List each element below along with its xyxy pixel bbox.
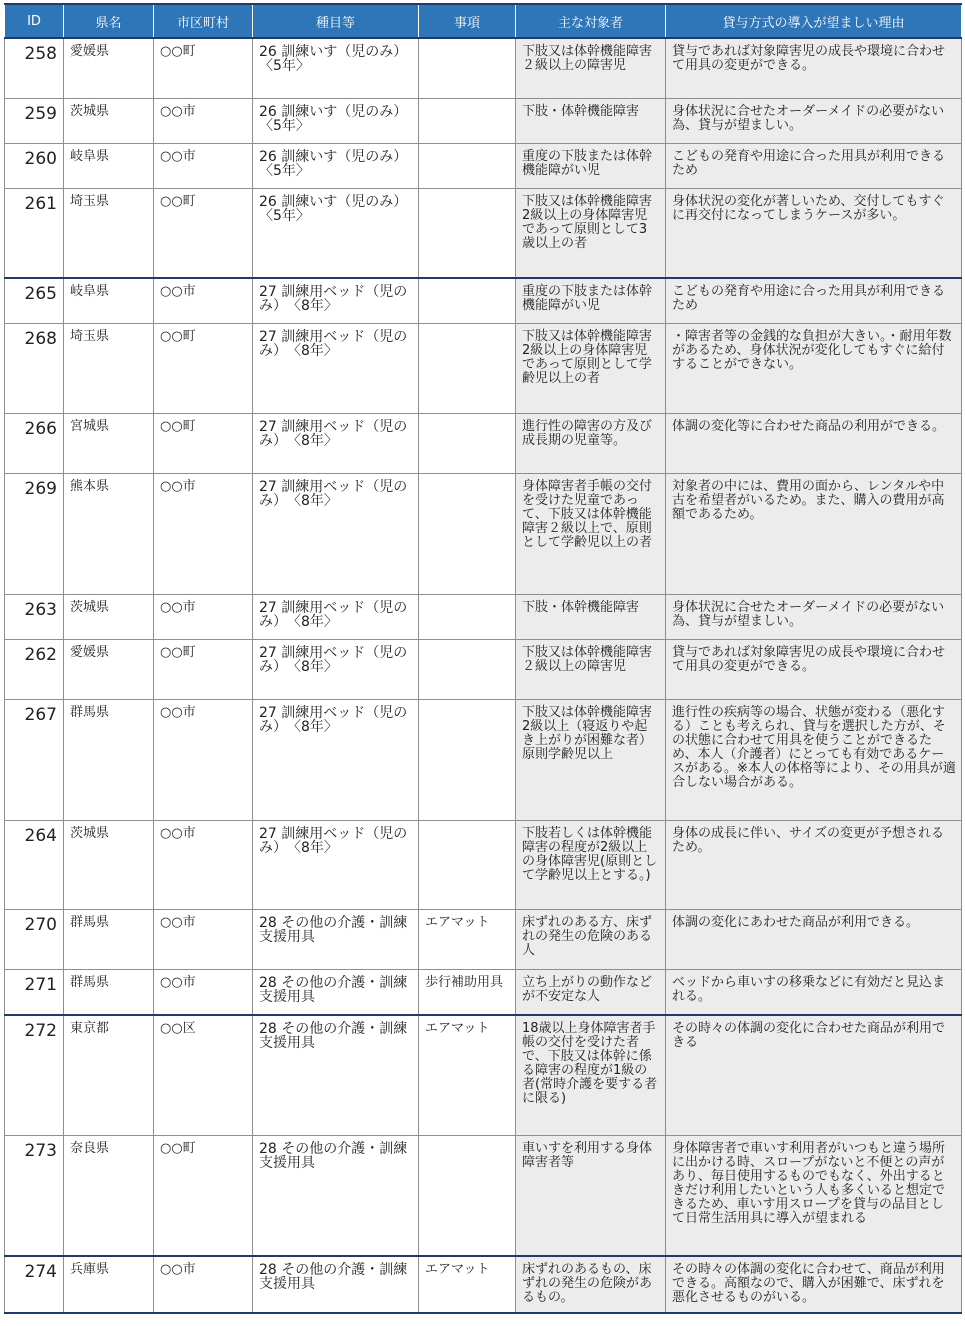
table-row	[5, 98, 962, 143]
cell-item-type: 27 訓練用ベッド（児のみ） 〈8年〉	[253, 699, 419, 820]
cell-target-users: 下肢又は体幹機能障害2級以上（寝返りや起き上がりが困難な者）原則学齢児以上	[516, 699, 666, 820]
cell-municipality: ○○市	[154, 98, 253, 143]
cell-prefecture: 群馬県	[64, 699, 154, 820]
cell-reason: 身体の成長に伴い、サイズの変更が予想されるため。	[666, 820, 962, 909]
cell-item-type: 28 その他の介護・訓練支援用具	[253, 1135, 419, 1256]
cell-matter	[419, 639, 516, 699]
table-row	[5, 143, 962, 188]
cell-municipality: ○○町	[154, 38, 253, 98]
cell-target-users: 18歳以上身体障害者手帳の交付を受けた者で、下肢又は体幹に係る障害の程度が1級の者(常時介護を要する者に限る)	[516, 1015, 666, 1135]
header-target-users: 主な対象者	[516, 4, 666, 38]
cell-item-type: 28 その他の介護・訓練支援用具	[253, 969, 419, 1015]
cell-target-users: 下肢又は体幹機能障害２級以上の障害児	[516, 38, 666, 98]
cell-id: 261	[5, 188, 64, 278]
cell-matter	[419, 278, 516, 323]
cell-matter	[419, 323, 516, 413]
cell-reason: 体調の変化等に合わせた商品の利用ができる。	[666, 413, 962, 473]
cell-matter	[419, 820, 516, 909]
table-row	[5, 1015, 962, 1135]
cell-reason: 貸与であれば対象障害児の成長や環境に合わせて用具の変更ができる。	[666, 639, 962, 699]
cell-prefecture: 愛媛県	[64, 639, 154, 699]
cell-municipality: ○○市	[154, 143, 253, 188]
cell-id: 270	[5, 909, 64, 969]
cell-reason: 進行性の疾病等の場合、状態が変わる（悪化する）ことも考えられ、貸与を選択した方が、その状態に合わせて用具を使うことができるため、本人（介護者）にとっても有効であるケースがある。※本人の体格等により、その用具が適合しない場合がある。	[666, 699, 962, 820]
cell-municipality: ○○市	[154, 820, 253, 909]
cell-reason: 身体状況に合せたオーダーメイドの必要がない為、貸与が望ましい。	[666, 594, 962, 639]
cell-matter	[419, 188, 516, 278]
cell-matter	[419, 473, 516, 594]
cell-matter: 歩行補助用具	[419, 969, 516, 1015]
cell-matter	[419, 38, 516, 98]
cell-municipality: ○○市	[154, 969, 253, 1015]
cell-municipality: ○○市	[154, 278, 253, 323]
cell-municipality: ○○市	[154, 909, 253, 969]
cell-target-users: 下肢若しくは体幹機能障害の程度が2級以上の身体障害児(原則として学齢児以上とする。)	[516, 820, 666, 909]
cell-matter	[419, 98, 516, 143]
header-matter: 事項	[419, 4, 516, 38]
cell-reason: ベッドから車いすの移乗などに有効だと見込まれる。	[666, 969, 962, 1015]
table-row	[5, 820, 962, 909]
cell-id: 268	[5, 323, 64, 413]
cell-municipality: ○○町	[154, 639, 253, 699]
table-row	[5, 413, 962, 473]
cell-id: 274	[5, 1256, 64, 1313]
cell-prefecture: 愛媛県	[64, 38, 154, 98]
header-id: ID	[5, 4, 64, 38]
cell-municipality: ○○市	[154, 473, 253, 594]
header-municipality: 市区町村	[154, 4, 253, 38]
cell-target-users: 床ずれのあるもの、床ずれの発生の危険があるもの。	[516, 1256, 666, 1313]
cell-prefecture: 茨城県	[64, 98, 154, 143]
cell-item-type: 26 訓練いす（児のみ） 〈5年〉	[253, 143, 419, 188]
cell-prefecture: 埼玉県	[64, 188, 154, 278]
cell-reason: 体調の変化にあわせた商品が利用できる。	[666, 909, 962, 969]
cell-municipality: ○○町	[154, 188, 253, 278]
cell-item-type: 26 訓練いす（児のみ） 〈5年〉	[253, 38, 419, 98]
cell-prefecture: 東京都	[64, 1015, 154, 1135]
header-prefecture: 県名	[64, 4, 154, 38]
cell-prefecture: 兵庫県	[64, 1256, 154, 1313]
table-header-row	[5, 4, 962, 38]
cell-item-type: 27 訓練用ベッド（児のみ） 〈8年〉	[253, 323, 419, 413]
cell-reason: 対象者の中には、費用の面から、レンタルや中古を希望者がいるため。また、購入の費用が高額であるため。	[666, 473, 962, 594]
cell-id: 265	[5, 278, 64, 323]
cell-municipality: ○○市	[154, 1256, 253, 1313]
cell-item-type: 27 訓練用ベッド（児のみ） 〈8年〉	[253, 820, 419, 909]
cell-matter: エアマット	[419, 1015, 516, 1135]
cell-prefecture: 群馬県	[64, 969, 154, 1015]
cell-prefecture: 茨城県	[64, 820, 154, 909]
header-reason: 貸与方式の導入が望ましい理由	[666, 4, 962, 38]
cell-target-users: 進行性の障害の方及び成長期の児童等。	[516, 413, 666, 473]
cell-target-users: 身体障害者手帳の交付を受けた児童であって、下肢又は体幹機能障害２級以上で、原則として学齢児以上の者	[516, 473, 666, 594]
cell-target-users: 車いすを利用する身体障害者等	[516, 1135, 666, 1256]
cell-id: 266	[5, 413, 64, 473]
cell-item-type: 28 その他の介護・訓練支援用具	[253, 1256, 419, 1313]
cell-target-users: 下肢又は体幹機能障害2級以上の身体障害児であって原則として3歳以上の者	[516, 188, 666, 278]
cell-id: 264	[5, 820, 64, 909]
cell-reason: 貸与であれば対象障害児の成長や環境に合わせて用具の変更ができる。	[666, 38, 962, 98]
rental-items-table	[4, 3, 962, 1314]
cell-reason: 身体状況に合せたオーダーメイドの必要がない為、貸与が望ましい。	[666, 98, 962, 143]
table-row	[5, 278, 962, 323]
cell-matter: エアマット	[419, 1256, 516, 1313]
cell-target-users: 下肢又は体幹機能障害２級以上の障害児	[516, 639, 666, 699]
cell-target-users: 下肢・体幹機能障害	[516, 594, 666, 639]
cell-prefecture: 茨城県	[64, 594, 154, 639]
cell-item-type: 27 訓練用ベッド（児のみ） 〈8年〉	[253, 594, 419, 639]
cell-id: 272	[5, 1015, 64, 1135]
cell-target-users: 床ずれのある方、床ずれの発生の危険のある人	[516, 909, 666, 969]
document-page	[4, 3, 961, 1314]
cell-id: 269	[5, 473, 64, 594]
cell-matter	[419, 699, 516, 820]
cell-item-type: 28 その他の介護・訓練支援用具	[253, 1015, 419, 1135]
cell-item-type: 26 訓練いす（児のみ） 〈5年〉	[253, 188, 419, 278]
cell-target-users: 重度の下肢または体幹機能障がい児	[516, 278, 666, 323]
cell-id: 263	[5, 594, 64, 639]
table-row	[5, 38, 962, 98]
cell-prefecture: 奈良県	[64, 1135, 154, 1256]
cell-reason: その時々の体調の変化に合わせて、商品が利用できる。高額なので、購入が困難で、床ずれを悪化させるものがいる。	[666, 1256, 962, 1313]
cell-target-users: 立ち上がりの動作などが不安定な人	[516, 969, 666, 1015]
cell-item-type: 27 訓練用ベッド（児のみ） 〈8年〉	[253, 473, 419, 594]
cell-target-users: 下肢・体幹機能障害	[516, 98, 666, 143]
cell-item-type: 27 訓練用ベッド（児のみ） 〈8年〉	[253, 278, 419, 323]
table-row	[5, 1135, 962, 1256]
cell-prefecture: 宮城県	[64, 413, 154, 473]
cell-id: 258	[5, 38, 64, 98]
table-row	[5, 1256, 962, 1313]
cell-municipality: ○○区	[154, 1015, 253, 1135]
cell-item-type: 28 その他の介護・訓練支援用具	[253, 909, 419, 969]
cell-matter	[419, 143, 516, 188]
cell-reason: こどもの発育や用途に合った用具が利用できるため	[666, 143, 962, 188]
cell-reason: ・障害者等の金銭的な負担が大きい。・耐用年数があるため、身体状況が変化してもすぐに給付することができない。	[666, 323, 962, 413]
cell-reason: その時々の体調の変化に合わせた商品が利用できる	[666, 1015, 962, 1135]
cell-target-users: 重度の下肢または体幹機能障がい児	[516, 143, 666, 188]
cell-id: 273	[5, 1135, 64, 1256]
cell-item-type: 27 訓練用ベッド（児のみ） 〈8年〉	[253, 639, 419, 699]
cell-id: 271	[5, 969, 64, 1015]
cell-item-type: 26 訓練いす（児のみ） 〈5年〉	[253, 98, 419, 143]
table-row	[5, 909, 962, 969]
cell-item-type: 27 訓練用ベッド（児のみ） 〈8年〉	[253, 413, 419, 473]
cell-prefecture: 埼玉県	[64, 323, 154, 413]
cell-municipality: ○○町	[154, 323, 253, 413]
table-row	[5, 473, 962, 594]
cell-matter: エアマット	[419, 909, 516, 969]
cell-matter	[419, 413, 516, 473]
table-row	[5, 969, 962, 1015]
cell-municipality: ○○市	[154, 594, 253, 639]
cell-reason: 身体障害者で車いす利用者がいつもと違う場所に出かける時、スロープがないと不便との声があり、毎日使用するものでもなく、外出するときだけ利用したいという人も多くいると想定できるため、車いす用スロープを貸与の品目として日常生活用具に導入が望まれる	[666, 1135, 962, 1256]
cell-id: 262	[5, 639, 64, 699]
cell-prefecture: 熊本県	[64, 473, 154, 594]
cell-prefecture: 岐阜県	[64, 278, 154, 323]
cell-id: 267	[5, 699, 64, 820]
cell-reason: こどもの発育や用途に合った用具が利用できるため	[666, 278, 962, 323]
cell-reason: 身体状況の変化が著しいため、交付してもすぐに再交付になってしまうケースが多い。	[666, 188, 962, 278]
cell-matter	[419, 594, 516, 639]
cell-matter	[419, 1135, 516, 1256]
cell-prefecture: 岐阜県	[64, 143, 154, 188]
cell-id: 260	[5, 143, 64, 188]
cell-prefecture: 群馬県	[64, 909, 154, 969]
table-row	[5, 594, 962, 639]
table-row	[5, 699, 962, 820]
cell-municipality: ○○町	[154, 1135, 253, 1256]
table-row	[5, 639, 962, 699]
cell-id: 259	[5, 98, 64, 143]
table-row	[5, 323, 962, 413]
cell-target-users: 下肢又は体幹機能障害2級以上の身体障害児であって原則として学齢児以上の者	[516, 323, 666, 413]
cell-municipality: ○○町	[154, 413, 253, 473]
table-row	[5, 188, 962, 278]
header-item-type: 種目等	[253, 4, 419, 38]
cell-municipality: ○○市	[154, 699, 253, 820]
